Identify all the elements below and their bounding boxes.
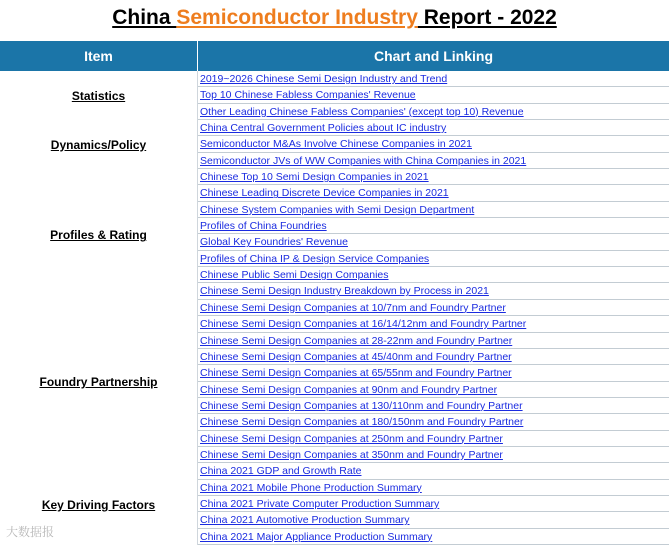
watermark: [6, 523, 54, 540]
chart-link[interactable]: Semiconductor M&As Involve Chinese Companies in 2021: [198, 136, 669, 152]
chart-link[interactable]: Top 10 Chinese Fabless Companies' Revenue: [198, 87, 669, 103]
chart-link[interactable]: Other Leading Chinese Fabless Companies' (except top 10) Revenue: [198, 104, 669, 120]
chart-link[interactable]: Chinese Semi Design Companies at 10/7nm and Foundry Partner: [198, 300, 669, 316]
chart-link[interactable]: Chinese System Companies with Semi Design Department: [198, 202, 669, 218]
chart-link[interactable]: Chinese Public Semi Design Companies: [198, 267, 669, 283]
chart-link[interactable]: Profiles of China Foundries: [198, 218, 669, 234]
table-header: [0, 41, 669, 71]
title-suffix: Report - 2022: [417, 6, 557, 29]
chart-link[interactable]: Semiconductor JVs of WW Companies with China Companies in 2021: [198, 153, 669, 169]
chart-link[interactable]: China 2021 Private Computer Production Summary: [198, 496, 669, 512]
chart-link[interactable]: China Central Government Policies about IC industry: [198, 120, 669, 136]
chart-link[interactable]: Chinese Semi Design Companies at 90nm and Foundry Partner: [198, 382, 669, 398]
category-dynamics-policy: Dynamics/Policy: [50, 138, 147, 152]
chart-link[interactable]: Chinese Semi Design Companies at 65/55nm and Foundry Partner: [198, 365, 669, 381]
title-prefix: China: [112, 6, 177, 29]
chart-link[interactable]: China 2021 Major Appliance Production Summary: [198, 529, 669, 545]
chart-link[interactable]: Chinese Leading Discrete Device Companies in 2021: [198, 185, 669, 201]
chart-link[interactable]: Chinese Top 10 Semi Design Companies in 2021: [198, 169, 669, 185]
chart-link[interactable]: Chinese Semi Design Companies at 45/40nm and Foundry Partner: [198, 349, 669, 365]
chart-link[interactable]: China 2021 GDP and Growth Rate: [198, 463, 669, 479]
chart-link[interactable]: Chinese Semi Design Companies at 130/110nm and Foundry Partner: [198, 398, 669, 414]
chart-link[interactable]: Chinese Semi Design Industry Breakdown by Process in 2021: [198, 283, 669, 299]
header-chart-and-linking: Chart and Linking: [374, 48, 493, 64]
watermark-text: 大数据报: [6, 525, 55, 539]
chart-link[interactable]: 2019~2026 Chinese Semi Design Industry and Trend: [198, 71, 669, 87]
category-key-driving-factors: Key Driving Factors: [41, 498, 156, 512]
chart-link[interactable]: Chinese Semi Design Companies at 350nm and Foundry Partner: [198, 447, 669, 463]
chart-link[interactable]: Profiles of China IP & Design Service Companies: [198, 251, 669, 267]
chart-link[interactable]: Chinese Semi Design Companies at 16/14/12nm and Foundry Partner: [198, 316, 669, 332]
chart-link[interactable]: China 2021 Automotive Production Summary: [198, 512, 669, 528]
title-accent: Semiconductor Industry: [176, 6, 418, 29]
link-list: [198, 71, 669, 545]
category-profiles-rating: Profiles & Rating: [50, 228, 147, 242]
chart-link[interactable]: Global Key Foundries' Revenue: [198, 234, 669, 250]
header-item: Item: [84, 48, 113, 64]
chart-link[interactable]: Chinese Semi Design Companies at 250nm and Foundry Partner: [198, 431, 669, 447]
category-foundry-partnership: Foundry Partnership: [39, 375, 158, 389]
chart-link[interactable]: China 2021 Mobile Phone Production Summary: [198, 480, 669, 496]
category-statistics: Statistics: [71, 89, 126, 103]
chart-link[interactable]: Chinese Semi Design Companies at 28-22nm and Foundry Partner: [198, 333, 669, 349]
chart-link[interactable]: Chinese Semi Design Companies at 180/150nm and Foundry Partner: [198, 414, 669, 430]
report-title: [0, 6, 669, 30]
